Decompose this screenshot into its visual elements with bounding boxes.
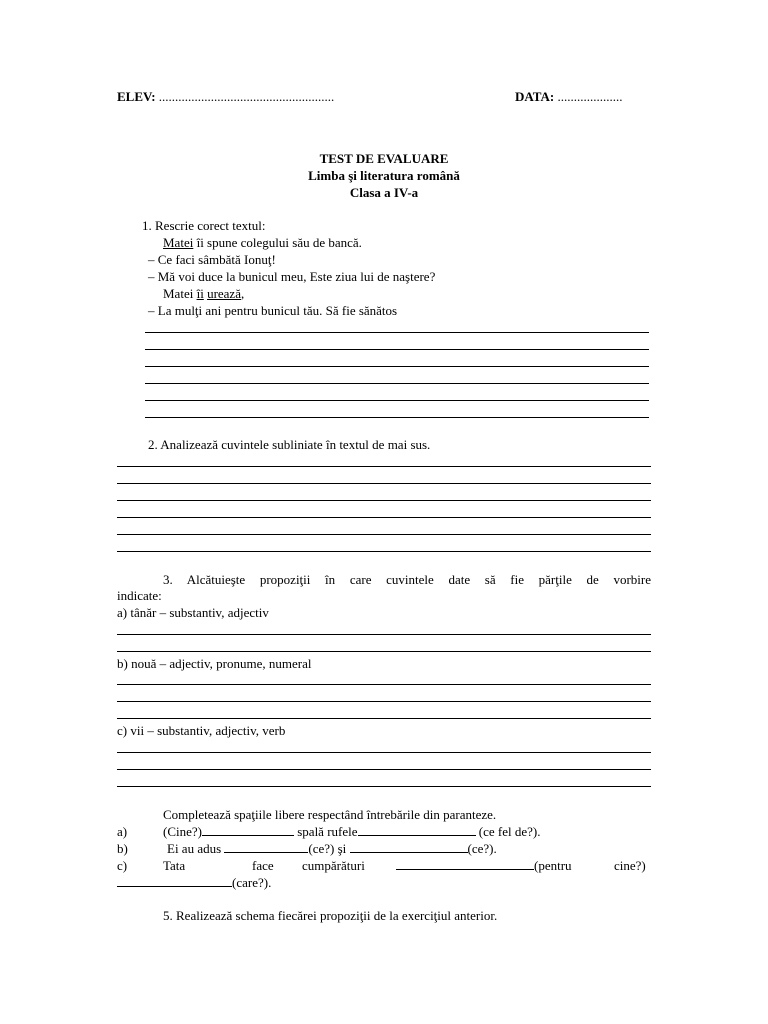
blank-field[interactable]	[358, 823, 476, 836]
ex5-prompt: 5. Realizează schema fiecărei propoziţii de la exerciţiul anterior.	[163, 908, 498, 923]
ex3-prompt: 3. Alcătuieşte propoziţii în care cuvintele date să fie părţile de vorbire	[163, 572, 651, 587]
ex3b-answer-line[interactable]	[117, 701, 651, 702]
ex3-item-a: a) tânăr – substantiv, adjectiv	[117, 605, 269, 620]
ex1-answer-line[interactable]	[145, 332, 649, 333]
student-name-line[interactable]	[117, 88, 334, 105]
ex1-answer-line[interactable]	[145, 383, 649, 384]
ex4-c-blank1: (pentru	[396, 857, 572, 874]
ex1-answer-line[interactable]	[145, 400, 649, 401]
ex1-answer-line[interactable]	[145, 366, 649, 367]
ex1-line3: – Mă voi duce la bunicul meu, Este ziua lui de naştere?	[148, 269, 436, 284]
ex3-item-b: b) nouă – adjectiv, pronume, numeral	[117, 656, 312, 671]
ex2-answer-line[interactable]	[117, 517, 651, 518]
title-main: TEST DE EVALUARE	[319, 151, 449, 166]
blank-field[interactable]	[396, 857, 534, 870]
student-label: ELEV:	[117, 89, 156, 104]
ex4-c-word3: cumpărături	[302, 858, 365, 873]
ex1-answer-line[interactable]	[145, 349, 649, 350]
ex4-c-word1: Tata	[163, 858, 186, 873]
date-dots: ....................	[557, 89, 623, 104]
ex3-item-c: c) vii – substantiv, adjectiv, verb	[117, 723, 286, 738]
ex4-letter-b: b)	[117, 841, 128, 856]
ex4-letter-a: a)	[117, 824, 128, 839]
date-label: DATA:	[515, 89, 555, 104]
ex2-answer-line[interactable]	[117, 483, 651, 484]
ex1-line4: Matei îi urează,	[163, 286, 245, 301]
blank-field[interactable]	[350, 840, 468, 853]
blank-field[interactable]	[224, 840, 308, 853]
ex4-prompt: Completează spaţiile libere respectând întrebările din paranteze.	[163, 807, 497, 822]
ex3b-answer-line[interactable]	[117, 718, 651, 719]
blank-field[interactable]	[202, 823, 294, 836]
ex3c-answer-line[interactable]	[117, 786, 651, 787]
ex3a-answer-line[interactable]	[117, 634, 651, 635]
ex1-underlined-matei: Matei	[163, 235, 194, 250]
ex3c-answer-line[interactable]	[117, 752, 651, 753]
ex3c-answer-line[interactable]	[117, 769, 651, 770]
ex2-answer-line[interactable]	[117, 500, 651, 501]
ex4-c-word2: face	[252, 858, 274, 873]
ex1-underlined-ureaza: urează	[207, 286, 241, 301]
title-class: Clasa a IV-a	[349, 185, 419, 200]
ex1-answer-line[interactable]	[145, 417, 649, 418]
student-dots: ......................................................	[158, 89, 335, 104]
ex2-answer-line[interactable]	[117, 551, 651, 552]
ex4-item-b: Ei au adus (ce?) şi (ce?).	[167, 841, 497, 856]
ex1-line2: – Ce faci sâmbătă Ionuţ!	[148, 252, 276, 267]
ex4-c-line2: (care?).	[117, 874, 271, 891]
ex3-prompt-cont: indicate:	[117, 588, 162, 603]
ex2-prompt: 2. Analizează cuvintele subliniate în textul de mai sus.	[148, 437, 431, 452]
ex1-line1: Matei îi spune colegului său de bancă.	[163, 235, 362, 250]
ex3a-answer-line[interactable]	[117, 651, 651, 652]
ex3b-answer-line[interactable]	[117, 684, 651, 685]
blank-field[interactable]	[117, 874, 232, 887]
ex4-c-question: cine?)	[614, 858, 646, 873]
ex4-item-a: (Cine?) spală rufele (ce fel de?).	[163, 824, 541, 839]
ex1-prompt: 1. Rescrie corect textul:	[142, 218, 266, 233]
ex4-letter-c: c)	[117, 858, 128, 873]
ex1-line5: – La mulţi ani pentru bunicul tău. Să fie sănătos	[148, 303, 398, 318]
title-subject: Limba şi literatura română	[308, 168, 460, 183]
date-line[interactable]	[515, 88, 623, 105]
ex2-answer-line[interactable]	[117, 534, 651, 535]
ex1-underlined-ii: îi	[196, 286, 204, 301]
ex2-answer-line[interactable]	[117, 466, 651, 467]
